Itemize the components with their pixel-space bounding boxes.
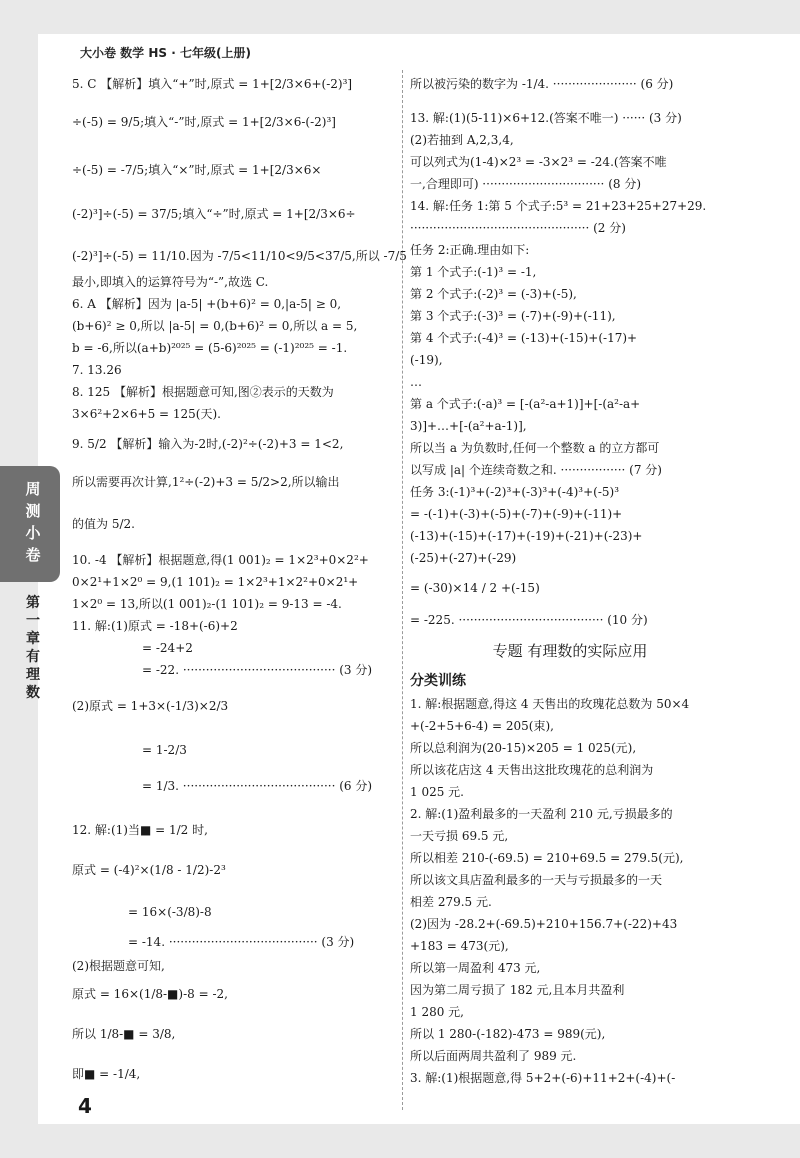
column-divider	[402, 70, 403, 1110]
text-line: b = -6,所以(a+b)²⁰²⁵ = (5-6)²⁰²⁵ = (-1)²⁰²⁵ = -1.	[72, 341, 348, 355]
text-line: +183 = 473(元),	[410, 939, 509, 953]
text-line: 5. C 【解析】填入“+”时,原式 = 1+[2/3×6+(-2)³]	[72, 77, 353, 91]
text-line: 11. 解:(1)原式 = -18+(-6)+2	[72, 619, 238, 633]
text-line: 以写成 |a| 个连续奇数之和. ················· (7 分)	[410, 463, 662, 477]
text-line: 13. 解:(1)(5-11)×6+12.(答案不唯一) ······ (3 分)	[410, 111, 682, 125]
text-line: 所以需要再次计算,1²÷(-2)+3 = 5/2>2,所以输出	[72, 475, 340, 489]
text-line: = (-30)×14 / 2 +(-15)	[410, 581, 540, 595]
text-line: (2)原式 = 1+3×(-1/3)×2/3	[72, 699, 229, 713]
text-line: 9. 5/2 【解析】输入为-2时,(-2)²÷(-2)+3 = 1<2,	[72, 437, 344, 451]
text-line: 即■ = -1/4,	[72, 1067, 141, 1081]
text-line: 任务 2:正确.理由如下:	[410, 243, 530, 257]
text-line: 原式 = (-4)²×(1/8 - 1/2)-2³	[72, 863, 226, 877]
text-line: 1. 解:根据题意,得这 4 天售出的玫瑰花总数为 50×4	[410, 697, 690, 711]
side-tab-label: 周测小卷	[25, 480, 41, 564]
section-subtitle: 分类训练	[410, 673, 466, 689]
text-line: 第 a 个式子:(-a)³ = [-(a²-a+1)]+[-(a²-a+	[410, 397, 641, 411]
text-line: 所以被污染的数字为 -1/4. ······················ (6 分)	[410, 77, 674, 91]
text-line: ··············································· (2 分)	[410, 221, 626, 235]
text-line: 相差 279.5 元.	[410, 895, 492, 909]
text-line: (-13)+(-15)+(-17)+(-19)+(-21)+(-23)+	[410, 529, 643, 543]
text-line: 7. 13.26	[72, 363, 122, 377]
text-line: 10. -4 【解析】根据题意,得(1 001)₂ = 1×2³+0×2²+	[72, 553, 369, 567]
page-header: 大小卷 数学 HS · 七年级(上册)	[80, 46, 251, 60]
text-line: 所以后面两周共盈利了 989 元.	[410, 1049, 577, 1063]
text-line: 所以第一周盈利 473 元,	[410, 961, 541, 975]
text-line: 原式 = 16×(1/8-■)-8 = -2,	[72, 987, 228, 1001]
text-line: 所以 1 280-(-182)-473 = 989(元),	[410, 1027, 606, 1041]
text-line: +(-2+5+6-4) = 205(束),	[410, 719, 554, 733]
text-line: 最小,即填入的运算符号为“-”,故选 C.	[72, 275, 269, 289]
text-line: (-25)+(-27)+(-29)	[410, 551, 517, 565]
text-line: 所以总利润为(20-15)×205 = 1 025(元),	[410, 741, 637, 755]
text-line: = -22. ········································ (3 分)	[142, 663, 373, 677]
text-line: 1 025 元.	[410, 785, 464, 799]
text-line: 一天亏损 69.5 元,	[410, 829, 509, 843]
text-line: (2)若抽到 A,2,3,4,	[410, 133, 514, 147]
text-line: 所以该文具店盈利最多的一天与亏损最多的一天	[410, 873, 663, 887]
text-line: = 1-2/3	[142, 743, 187, 757]
text-line: (b+6)² ≥ 0,所以 |a-5| = 0,(b+6)² = 0,所以 a = 5,	[72, 319, 358, 333]
text-line: (2)根据题意可知,	[72, 959, 165, 973]
text-line: 第 2 个式子:(-2)³ = (-3)+(-5),	[410, 287, 577, 301]
text-line: 1 280 元,	[410, 1005, 464, 1019]
text-line: 0×2¹+1×2⁰ = 9,(1 101)₂ = 1×2³+1×2²+0×2¹+	[72, 575, 359, 589]
text-line: 所以该花店这 4 天售出这批玫瑰花的总利润为	[410, 763, 654, 777]
text-line: 可以列式为(1-4)×2³ = -3×2³ = -24.(答案不唯	[410, 155, 667, 169]
text-line: 1×2⁰ = 13,所以(1 001)₂-(1 101)₂ = 9-13 = -4.	[72, 597, 342, 611]
text-line: = -24+2	[142, 641, 193, 655]
text-line: = -(-1)+(-3)+(-5)+(-7)+(-9)+(-11)+	[410, 507, 623, 521]
text-line: 所以相差 210-(-69.5) = 210+69.5 = 279.5(元),	[410, 851, 684, 865]
text-line: ÷(-5) = -7/5;填入“×”时,原式 = 1+[2/3×6×	[72, 163, 322, 177]
text-line: (-19),	[410, 353, 443, 367]
text-line: 任务 3:(-1)³+(-2)³+(-3)³+(-4)³+(-5)³	[410, 485, 620, 499]
text-line: 3×6²+2×6+5 = 125(天).	[72, 407, 221, 421]
text-line: 2. 解:(1)盈利最多的一天盈利 210 元,亏损最多的	[410, 807, 673, 821]
text-line: …	[410, 375, 422, 389]
text-line: 6. A 【解析】因为 |a-5| +(b+6)² = 0,|a-5| ≥ 0,	[72, 297, 342, 311]
text-line: 第 4 个式子:(-4)³ = (-13)+(-15)+(-17)+	[410, 331, 638, 345]
text-line: = 1/3. ········································ (6 分)	[142, 779, 373, 793]
text-line: 3. 解:(1)根据题意,得 5+2+(-6)+11+2+(-4)+(-	[410, 1071, 676, 1085]
text-line: 12. 解:(1)当■ = 1/2 时,	[72, 823, 208, 837]
text-line: 因为第二周亏损了 182 元,且本月共盈利	[410, 983, 625, 997]
section-title: 专题 有理数的实际应用	[492, 642, 648, 660]
page-number: 4	[78, 1094, 92, 1118]
text-line: 第 3 个式子:(-3)³ = (-7)+(-9)+(-11),	[410, 309, 616, 323]
text-line: 8. 125 【解析】根据题意可知,图②表示的天数为	[72, 385, 334, 399]
text-line: 所以 1/8-■ = 3/8,	[72, 1027, 176, 1041]
text-line: = -225. ······································ (10 分)	[410, 613, 648, 627]
text-line: (-2)³]÷(-5) = 37/5;填入“÷”时,原式 = 1+[2/3×6÷	[72, 207, 356, 221]
text-line: ÷(-5) = 9/5;填入“-”时,原式 = 1+[2/3×6-(-2)³]	[72, 115, 336, 129]
text-line: 14. 解:任务 1:第 5 个式子:5³ = 21+23+25+27+29.	[410, 199, 707, 213]
text-line: (-2)³]÷(-5) = 11/10.因为 -7/5<11/10<9/5<37/5,所以 -7/5	[72, 249, 407, 263]
text-line: 所以当 a 为负数时,任何一个整数 a 的立方都可	[410, 441, 660, 455]
text-line: = -14. ······································· (3 分)	[128, 935, 355, 949]
text-line: 一,合理即可) ································ (8 分)	[410, 177, 642, 191]
text-line: 第 1 个式子:(-1)³ = -1,	[410, 265, 537, 279]
text-line: (2)因为 -28.2+(-69.5)+210+156.7+(-22)+43	[410, 917, 678, 931]
text-line: 3)]+…+[-(a²+a-1)],	[410, 419, 527, 433]
chapter-label: 第一章 有理数	[26, 595, 40, 701]
text-line: 的值为 5/2.	[72, 517, 135, 531]
text-line: = 16×(-3/8)-8	[128, 905, 212, 919]
